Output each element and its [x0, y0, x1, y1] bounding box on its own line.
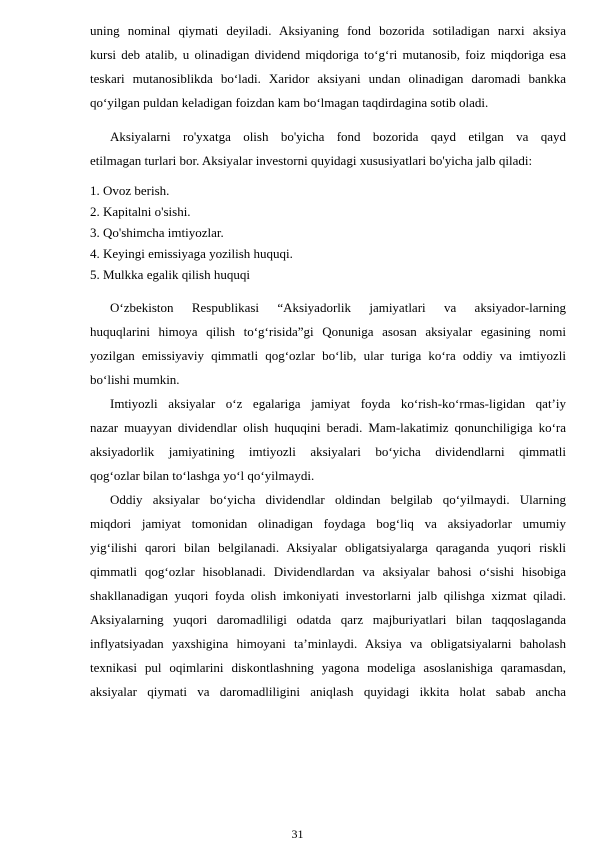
text-line: aksiyalar qiymati va daromadliligini aniqlash quyidagi ikkita holat sabab ancha [90, 684, 566, 699]
text-line: bo‘lishi mumkin. [90, 372, 180, 387]
text-line: Oddiy aksiyalar bo‘yicha dividendlar oldindan belgilab qo‘yilmaydi. Ularning [110, 492, 566, 507]
list-item: 1. Ovoz berish. [90, 183, 170, 198]
text-line: teskari mutanosiblikda bo‘ladi. Xaridor aksiyani undan olinadigan daromadi bankka [90, 71, 566, 86]
list-item: 5. Mulkka egalik qilish huquqi [90, 267, 250, 282]
text-line: huquqlarini himoya qilish to‘g‘risida”gi Qonuniga asosan aksiyalar egasining nomi [90, 324, 566, 339]
list-item: 4. Keyingi emissiyaga yozilish huquqi. [90, 246, 293, 261]
text-line: etilmagan turlari bor. Aksiyalar investorni quyidagi xususiyatlari bo'yicha jalb qiladi: [90, 153, 533, 168]
text-line: Aksiyalarning yuqori daromadliligi odatda qarz majburiyatlari bilan taqqoslaganda [90, 612, 566, 627]
text-line: shakllanadigan yuqori foyda olish imkoniyati investorlarni jalb qilishga xizmat qiladi. [90, 588, 566, 603]
text-line: yig‘ilishi qarori bilan belgilanadi. Aksiyalar obligatsiyalarga qaraganda yuqori riskli [90, 540, 566, 555]
text-line: texnikasi pul oqimlarini diskontlashning yagona modeliga asoslanishiga qaramasdan, [90, 660, 566, 675]
text-line: kursi deb atalib, u olinadigan dividend miqdoriga to‘g‘ri mutanosib, foiz miqdoriga esa [90, 47, 566, 62]
text-line: uning nominal qiymati deyiladi. Aksiyaning fond bozorida sotiladigan narxi aksiya [90, 23, 566, 38]
text-line: inflyatsiyadan yaxshigina himoyani ta’minlaydi. Aksiya va obligatsiyalarni baholash [90, 636, 566, 651]
text-line: nazar muayyan dividendlar olish huquqini beradi. Mam-lakatimiz qonunchiligiga ko‘ra [90, 420, 566, 435]
text-line: qog‘ozlar bilan to‘lashga yo‘l qo‘yilmaydi. [90, 468, 315, 483]
text-line: qimmatli qog‘ozlar hisoblanadi. Dividendlardan va aksiyalar bahosi o‘sishi hisobiga [90, 564, 566, 579]
text-line: Imtiyozli aksiyalar o‘z egalariga jamiyat foyda ko‘rish-ko‘rmas-ligidan qat’iy [110, 396, 566, 411]
text-line: miqdori jamiyat tomonidan olinadigan foydaga bog‘liq va aksiyadorlar umumiy [90, 516, 566, 531]
page-number: 31 [291, 827, 304, 841]
list-item: 2. Kapitalni o'sishi. [90, 204, 191, 219]
text-line: Aksiyalarni ro'yxatga olish bo'yicha fond bozorida qayd etilgan va qayd [110, 129, 566, 144]
text-line: O‘zbekiston Respublikasi “Aksiyadorlik jamiyatlari va aksiyador-larning [110, 300, 566, 315]
text-line: aksiyadorlik jamiyatining imtiyozli aksiyalari bo‘yicha dividendlarni qimmatli [90, 444, 566, 459]
text-line: qo‘yilgan puldan keladigan foizdan kam bo‘lmagan taqdirdagina sotib oladi. [90, 95, 489, 110]
text-line: yozilgan emissiyaviy qimmatli qog‘ozlar bo‘lib, ular turiga ko‘ra oddiy va imtiyozli [90, 348, 566, 363]
list-item: 3. Qo'shimcha imtiyozlar. [90, 225, 224, 240]
